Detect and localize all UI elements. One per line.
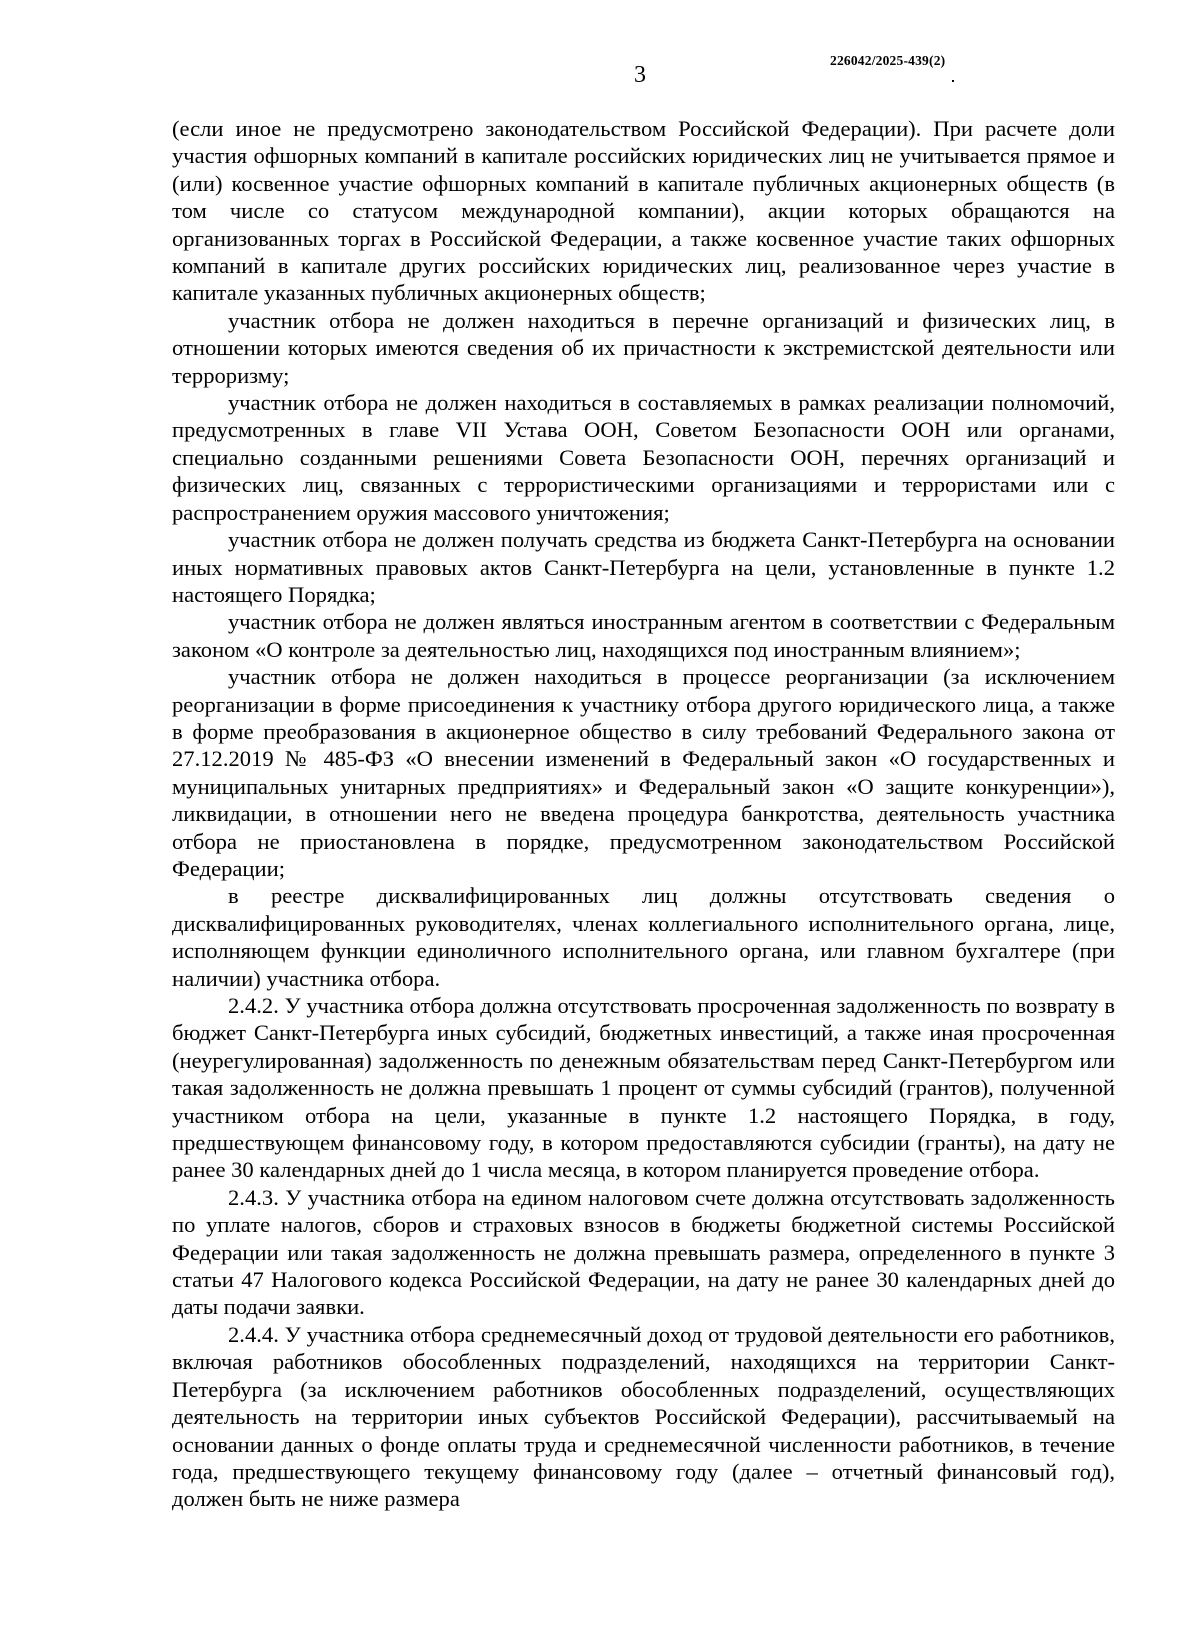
paragraph-continuation: (если иное не предусмотрено законодательством Российской Федерации). При расчете доли участия офшорных компаний в капитале российских юридических лиц не учитывается прямое и (или) косвенное участие офшорных компаний в капитале публичных акционерных обществ (в том числе со статусом международной компании), акции которых обращаются на организованных торгах в Российской Федерации, а также косвенное участие таких офшорных компаний в капитале других российских юридических лиц, реализованное через участие в капитале указанных публичных акционерных обществ;: [172, 116, 1115, 306]
paragraph-no-other-budget-funds: участник отбора не должен получать средства из бюджета Санкт-Петербурга на основании иных нормативных правовых актов Санкт-Петербурга на цели, установленные в пункте 1.2 настоящего Порядка;: [172, 527, 1115, 607]
page-number: 3: [634, 62, 646, 88]
paragraph-foreign-agent: участник отбора не должен являться иностранным агентом в соответствии с Федеральным законом «О контроле за деятельностью лиц, находящихся под иностранным влиянием»;: [172, 609, 1115, 662]
paragraph-reorganization: участник отбора не должен находиться в процессе реорганизации (за исключением реорганизации в форме присоединения к участнику отбора другого юридического лица, а также в форме преобразования в акционерное общество в силу требований Федерального закона от 27.12.2019 № 485-ФЗ «О внесении изменений в Федеральный закон «О государственных и муниципальных унитарных предприятиях» и Федеральный закон «О защите конкуренции»), ликвидации, в отношении него не введена процедура банкротства, деятельность участника отбора не приостановлена в порядке, предусмотренном законодательством Российской Федерации;: [172, 664, 1115, 881]
paragraph-un-sanctions-list: участник отбора не должен находиться в составляемых в рамках реализации полномочий, предусмотренных в главе VII Устава ООН, Советом Безопасности ООН или органами, специально созданными решениями Совета Безопасности ООН, перечнях организаций и физических лиц, связанных с террористическими организациями и террористами или с распространением оружия массового уничтожения;: [172, 390, 1115, 525]
paragraph-disqualified-persons: в реестре дисквалифицированных лиц должны отсутствовать сведения о дисквалифицированных руководителях, членах коллегиального исполнительного органа, лице, исполняющем функции единоличного исполнительного органа, или главном бухгалтере (при наличии) участника отбора.: [172, 883, 1115, 991]
paragraph-2-4-2: 2.4.2. У участника отбора должна отсутствовать просроченная задолженность по возврату в бюджет Санкт-Петербурга иных субсидий, бюджетных инвестиций, а также иная просроченная (неурегулированная) задолженность по денежным обязательствам перед Санкт-Петербургом или такая задолженность не должна превышать 1 процент от суммы субсидий (грантов), полученной участником отбора на цели, указанные в пункте 1.2 настоящего Порядка, в году, предшествующем финансовому году, в котором предоставляются субсидии (гранты), на дату не ранее 30 календарных дней до 1 числа месяца, в котором планируется проведение отбора.: [172, 993, 1115, 1183]
paragraph-2-4-4: 2.4.4. У участника отбора среднемесячный доход от трудовой деятельности его работников, включая работников обособленных подразделений, находящихся на территории Санкт-Петербурга (за исключением работников обособленных подразделений, осуществляющих деятельность на территории иных субъектов Российской Федерации), рассчитываемый на основании данных о фонде оплаты труда и среднемесячной численности работников, в течение года, предшествующего текущему финансовому году (далее – отчетный финансовый год), должен быть не ниже размера: [172, 1321, 1115, 1512]
document-id: 226042/2025-439(2): [830, 53, 946, 68]
scan-mark: [952, 80, 954, 82]
paragraph-2-4-3: 2.4.3. У участника отбора на едином налоговом счете должна отсутствовать задолженность по уплате налогов, сборов и страховых взносов в бюджеты бюджетной системы Российской Федерации или такая задолженность не должна превышать размера, определенного в пункте 3 статьи 47 Налогового кодекса Российской Федерации, на дату не ранее 30 календарных дней до даты подачи заявки.: [172, 1184, 1115, 1320]
document-body: [172, 115, 1115, 1513]
paragraph-extremism-list: участник отбора не должен находиться в перечне организаций и физических лиц, в отношении которых имеются сведения об их причастности к экстремистской деятельности или терроризму;: [172, 307, 1115, 388]
